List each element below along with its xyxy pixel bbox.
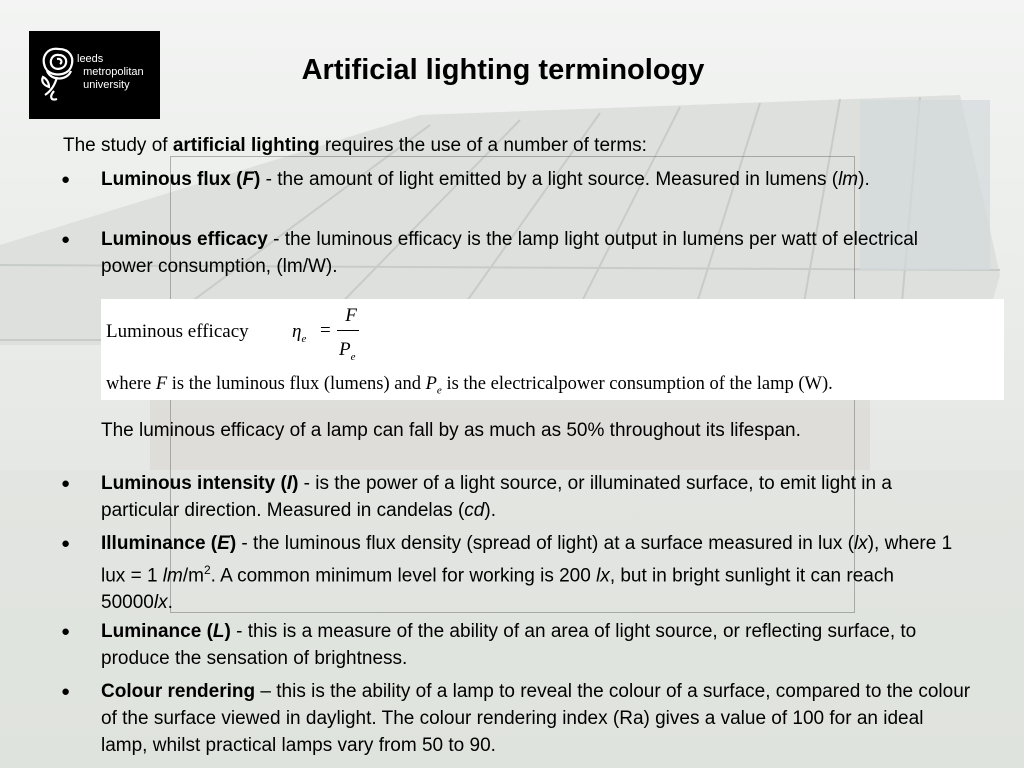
list-item-luminous-intensity xyxy=(61,470,981,524)
list-item-luminous-flux xyxy=(61,166,981,193)
bullet-icon: ● xyxy=(61,623,71,640)
term-symbol: I xyxy=(286,473,293,494)
term-superscript: 2 xyxy=(203,563,211,577)
intro-bold-text: artificial lighting xyxy=(172,135,320,156)
formula-equals: = xyxy=(320,320,331,341)
term-symbol: E xyxy=(217,533,230,554)
term-label: Colour rendering xyxy=(101,681,256,702)
intro-sentence xyxy=(63,132,647,159)
term-description: - the amount of light emitted by a light source. Measured in lumens ( xyxy=(260,169,839,190)
where-text-2: is the luminous flux (lumens) and xyxy=(167,374,426,394)
logo-line-3: university xyxy=(83,79,130,91)
formula-explanation xyxy=(106,371,833,405)
term-end: ). xyxy=(858,169,870,190)
term-description-3: /m xyxy=(182,565,204,587)
term-label: Luminous flux ( xyxy=(101,169,243,190)
term-end: . xyxy=(167,592,173,614)
list-item-illuminance xyxy=(61,530,981,616)
list-item-colour-rendering xyxy=(61,678,981,759)
term-label: Luminous efficacy xyxy=(101,229,268,250)
term-unit-3: lx xyxy=(596,565,610,587)
term-unit: lm xyxy=(838,169,859,190)
formula-label: Luminous efficacy xyxy=(106,321,249,342)
formula-fraction-bar xyxy=(337,330,359,331)
term-description: - the luminous efficacy is the lamp light output in lumens per watt of electrical power consumption, (lm/W). xyxy=(101,229,919,277)
term-description: - this is a measure of the ability of an area of light source, or reflecting surface, to produce the sensation of brightness. xyxy=(101,621,917,669)
bullet-icon: ● xyxy=(61,231,71,248)
term-description-2: ), where 1 lux = 1 xyxy=(101,533,953,587)
term-close: ) xyxy=(254,169,261,190)
term-label: Luminous intensity ( xyxy=(101,473,287,494)
term-description: - the luminous flux density (spread of light) at a surface measured in lux ( xyxy=(236,533,854,554)
term-description-5: , but in bright sunlight it can reach 50000 xyxy=(101,565,894,614)
term-close: ) xyxy=(292,473,299,494)
bullet-icon: ● xyxy=(61,171,71,188)
formula-denominator-subscript: e xyxy=(350,350,356,363)
formula-denominator-symbol: P xyxy=(339,339,351,360)
formula-eta-subscript: e xyxy=(301,332,307,345)
bullet-icon: ● xyxy=(61,683,71,700)
term-symbol: L xyxy=(212,621,225,642)
where-text-3: is the electricalpower consumption of the lamp (W). xyxy=(441,374,833,394)
term-symbol: F xyxy=(242,169,255,190)
term-label: Illuminance ( xyxy=(101,533,218,554)
term-end: ). xyxy=(484,500,496,521)
where-symbol-p: P xyxy=(425,374,437,394)
efficacy-formula-box xyxy=(101,299,1004,400)
intro-text: The study of xyxy=(63,135,173,156)
term-description: – this is the ability of a lamp to reveal the colour of a surface, compared to the colour of the surface viewed in daylight. The colour rendering index (Ra) gives a value of 100 for an ideal lamp, whilst practical lamps vary from 50 to 90. xyxy=(101,681,971,756)
formula-numerator: F xyxy=(345,305,357,326)
where-text: where xyxy=(106,374,156,394)
term-close: ) xyxy=(224,621,231,642)
list-item-luminance xyxy=(61,618,981,672)
formula-eta xyxy=(292,318,306,353)
term-description-4: . A common minimum level for working is 200 xyxy=(210,565,597,587)
term-unit-2: lm xyxy=(162,565,183,587)
where-symbol-p-subscript: e xyxy=(436,384,442,397)
logo-line-1: leeds xyxy=(77,53,104,65)
term-unit-4: lx xyxy=(153,592,168,614)
formula-denominator xyxy=(339,336,356,371)
bullet-icon: ● xyxy=(61,475,71,492)
term-unit: cd xyxy=(464,500,485,521)
term-close: ) xyxy=(229,533,237,554)
slide-title: Artificial lighting terminology xyxy=(301,54,705,86)
list-item-luminous-efficacy xyxy=(61,226,981,280)
term-description: - is the power of a light source, or illuminated surface, to emit light in a particular direction. Measured in candelas ( xyxy=(101,473,892,521)
term-unit: lx xyxy=(853,533,868,554)
intro-text-end: requires the use of a number of terms: xyxy=(319,135,647,156)
formula-eta-symbol: η xyxy=(292,321,302,342)
bullet-icon: ● xyxy=(61,535,71,552)
logo-line-2: metropolitan xyxy=(83,66,144,78)
where-symbol-f: F xyxy=(155,374,168,394)
term-label: Luminance ( xyxy=(101,621,213,642)
efficacy-note: The luminous efficacy of a lamp can fall by as much as 50% throughout its lifespan. xyxy=(101,420,801,441)
